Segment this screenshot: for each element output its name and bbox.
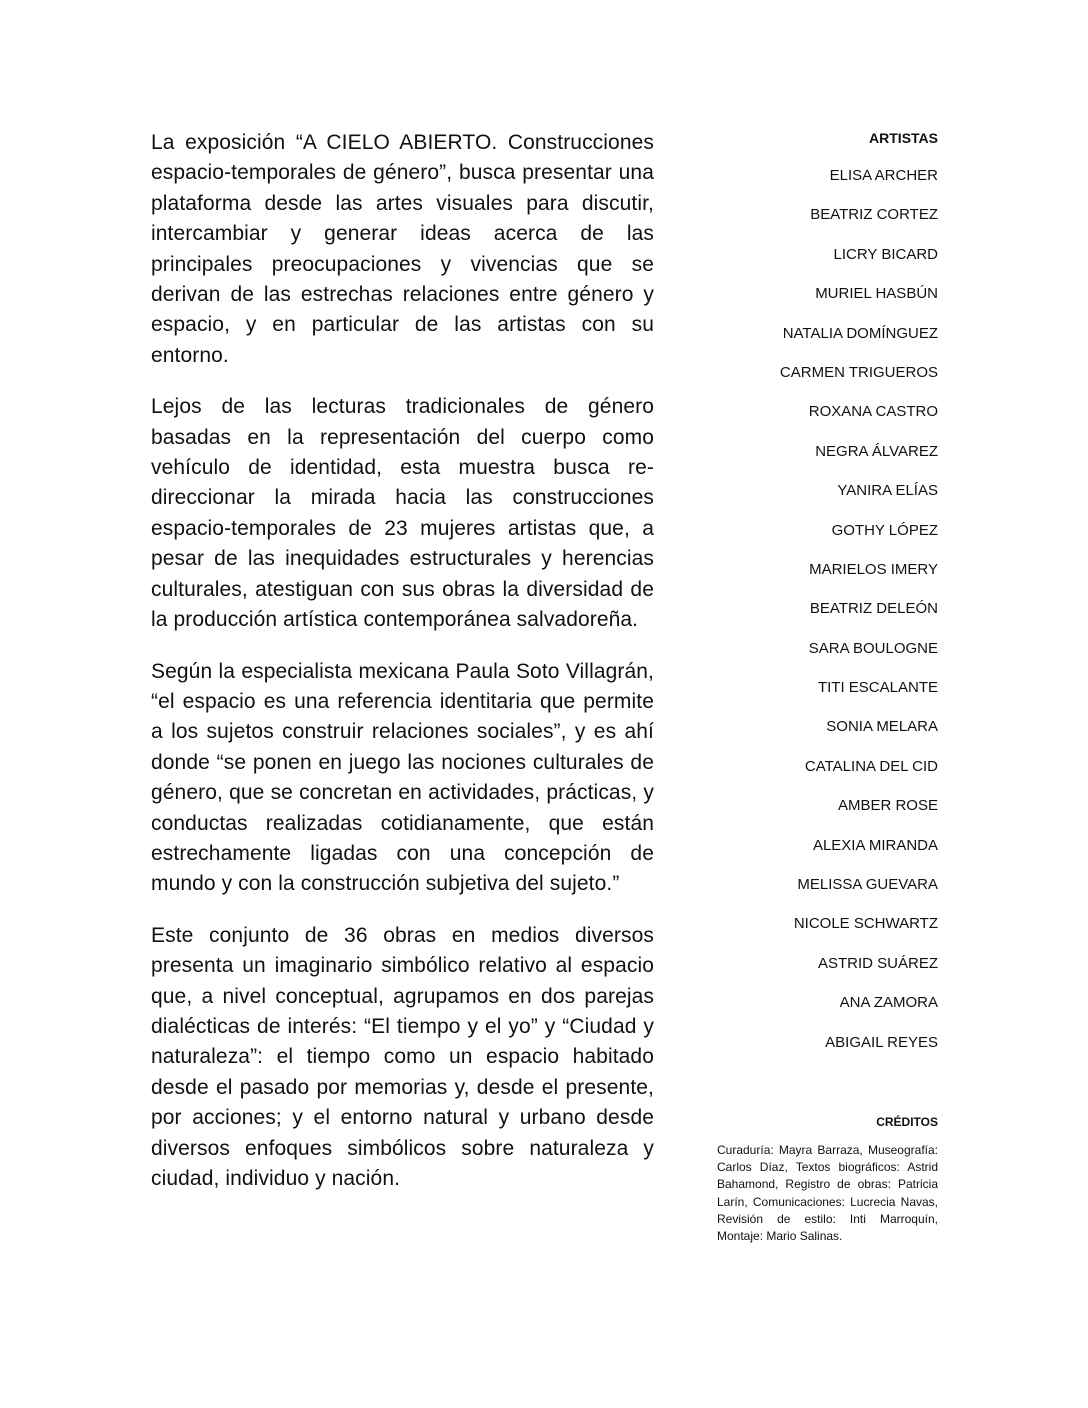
artist-name: CATALINA DEL CID: [804, 757, 938, 775]
paragraph-intro: La exposición “A CIELO ABIERTO. Construcciones espacio-temporales de género”, busca presentar una plataforma desde las artes visuales para discutir, intercambiar y generar ideas acerca de las principales preocupaciones y vivencias que se derivan de las estrechas relaciones entre género y espacio, y en particular de las artistas con su entorno.: [151, 131, 654, 367]
credits-heading: CRÉDITOS: [876, 1115, 938, 1129]
artist-name: ELISA ARCHER: [829, 167, 938, 184]
artist-name: MARIELOS IMERY: [809, 560, 938, 578]
artist-name: GOTHY LÓPEZ: [831, 521, 938, 539]
artist-name: ROXANA CASTRO: [808, 403, 938, 421]
artists-sidebar: [710, 128, 938, 1062]
artist-name: SARA BOULOGNE: [808, 639, 938, 657]
artist-name: ASTRID SUÁREZ: [817, 954, 938, 972]
artist-name: MELISSA GUEVARA: [797, 876, 938, 894]
artist-name: LICRY BICARD: [833, 245, 938, 263]
paragraph-readings: Lejos de las lecturas tradicionales de género basadas en la representación del cuerpo como vehículo de identidad, esta muestra busca re-direccionar la mirada hacia las construcciones espacio-temporales de 23 mujeres artistas que, a pesar de las inequidades estructurales y herencias culturales, atestiguan con sus obras la diversidad de la producción artística contemporánea salvadoreña.: [151, 395, 654, 632]
artist-list: [710, 156, 938, 1062]
paragraph-works: Este conjunto de 36 obras en medios diversos presenta un imaginario simbólico relativo al espacio que, a nivel conceptual, agrupamos en dos parejas dialécticas de interés: “El tiempo y el yo” y “Ciudad y naturaleza”: el tiempo como un espacio habitado desde el pasado por memorias y, desde el presente, por acciones; y el entorno natural y urbano desde diversos enfoques simbólicos sobre naturaleza y ciudad, individuo y nación.: [151, 923, 654, 1190]
artist-name: BEATRIZ CORTEZ: [810, 206, 938, 224]
artist-name: MURIEL HASBÚN: [815, 285, 938, 303]
artist-name: NATALIA DOMÍNGUEZ: [782, 324, 938, 342]
artist-name: CARMEN TRIGUEROS: [779, 363, 938, 381]
artist-name: NICOLE SCHWARTZ: [793, 915, 938, 933]
artist-name: BEATRIZ DELEÓN: [809, 600, 938, 618]
artist-name: YANIRA ELÍAS: [837, 482, 938, 500]
paragraph-quote: Según la especialista mexicana Paula Soto Villagrán, “el espacio es una referencia identitaria que permite a los sujetos construir relaciones sociales”, y es ahí donde “se ponen en juego las nociones culturales de género, que se concretan en actividades, prácticas, y conductas realizadas cotidianamente, que están estrechamente ligadas con una concepción de mundo y con la construcción subjetiva del sujeto.”: [151, 659, 654, 896]
artists-heading: ARTISTAS: [869, 130, 938, 146]
artist-name: ABIGAIL REYES: [825, 1033, 938, 1051]
artist-name: TITI ESCALANTE: [817, 679, 938, 697]
artist-name: ALEXIA MIRANDA: [812, 836, 938, 854]
artist-name: AMBER ROSE: [837, 797, 938, 815]
credits-section: [717, 1112, 938, 1245]
artist-name: NEGRA ÁLVAREZ: [815, 442, 938, 460]
credits-text: Curaduría: Mayra Barraza, Museografía: Carlos Díaz, Textos biográficos: Astrid Bahamond, Registro de obras: Patricia Larín, Comunicaciones: Lucrecia Navas, Revisión de estilo: Inti Marroquín, Montaje: Mario Salinas.: [717, 1143, 938, 1244]
artist-name: SONIA MELARA: [826, 718, 938, 736]
exhibition-text: [151, 128, 654, 1215]
artist-name: ANA ZAMORA: [839, 994, 938, 1012]
